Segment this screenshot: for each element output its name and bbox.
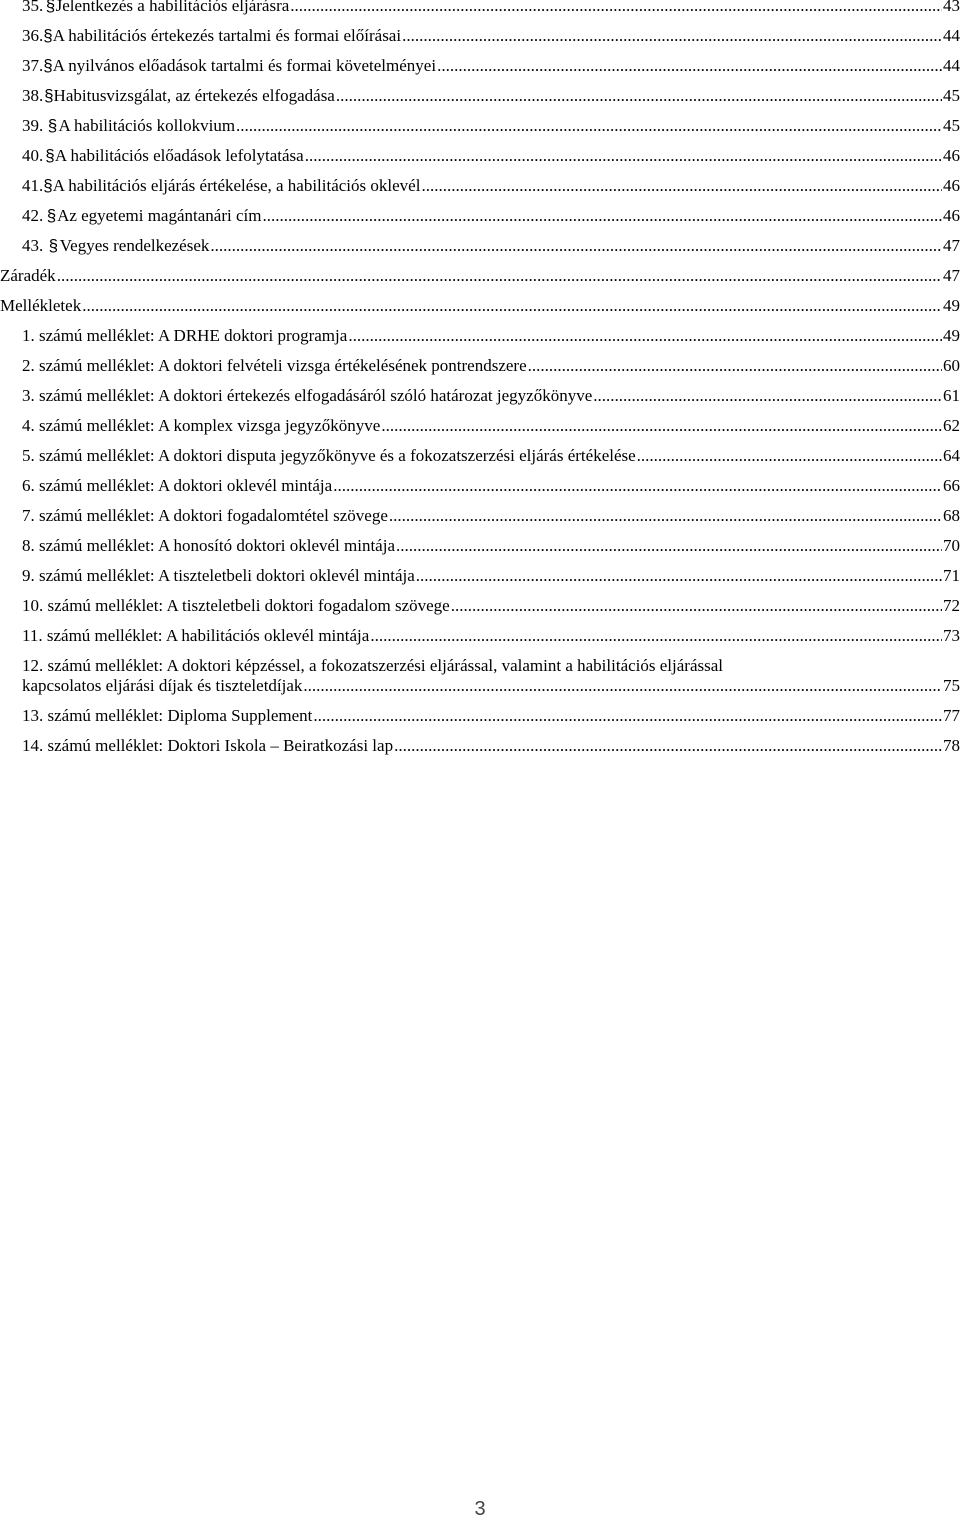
toc-page-number: 46	[942, 206, 960, 225]
toc-entry-number: 43.	[22, 236, 44, 255]
section-sign-icon: §	[43, 26, 53, 45]
toc-page-number: 78	[943, 736, 960, 755]
toc-leader-dots	[451, 596, 942, 616]
toc-entry[interactable]	[0, 296, 960, 316]
toc-page-number: 77	[943, 706, 960, 725]
toc-page-number: 73	[943, 626, 960, 645]
toc-page-number: 44	[943, 56, 960, 75]
toc-entry[interactable]	[0, 326, 960, 346]
toc-leader-dots	[348, 326, 942, 346]
toc-entry-title: Mellékletek	[0, 296, 82, 315]
toc-entry[interactable]	[0, 56, 960, 76]
toc-entry[interactable]	[0, 116, 960, 136]
toc-entry[interactable]	[0, 536, 960, 556]
toc-leader-dots	[421, 176, 942, 196]
toc-entry[interactable]	[0, 356, 960, 376]
toc-entry[interactable]	[0, 626, 960, 646]
toc-entry[interactable]	[0, 446, 960, 466]
toc-entry-number: 41.	[22, 176, 44, 195]
toc-entry[interactable]	[0, 506, 960, 526]
toc-entry-number: 40.	[22, 146, 44, 165]
toc-leader-dots	[528, 356, 942, 376]
toc-entry-number: 39.	[22, 116, 44, 135]
section-sign-icon: §	[48, 236, 59, 255]
toc-entry-title: 9. számú melléklet: A tiszteletbeli doktori oklevél mintája	[22, 566, 415, 585]
toc-page-number: 49	[943, 296, 960, 315]
toc-leader-dots	[394, 736, 942, 756]
toc-entry-title-continued: kapcsolatos eljárási díjak és tiszteletdíjak	[22, 676, 303, 695]
toc-leader-dots	[437, 56, 942, 76]
toc-entry-number: 36.	[22, 26, 44, 45]
toc-leader-dots	[389, 506, 942, 526]
toc-page-number: 72	[943, 596, 960, 615]
toc-entry-title: A nyilvános előadások tartalmi és formai követelményei	[52, 56, 437, 75]
toc-leader-dots	[370, 626, 942, 646]
toc-page-number: 44	[943, 26, 960, 45]
toc-page-number: 49	[943, 326, 960, 345]
toc-entry-title: 6. számú melléklet: A doktori oklevél mintája	[22, 476, 333, 495]
toc-entry-number: 37.	[22, 56, 44, 75]
toc-leader-dots	[396, 536, 942, 556]
toc-leader-dots	[637, 446, 942, 466]
toc-leader-dots	[290, 0, 942, 16]
toc-leader-dots	[303, 676, 942, 696]
toc-leader-dots	[593, 386, 942, 406]
toc-entry[interactable]	[0, 206, 960, 226]
toc-page-number: 64	[943, 446, 960, 465]
toc-page-number: 71	[943, 566, 960, 585]
toc-entry-title: Habitusvizsgálat, az értekezés elfogadása	[53, 86, 335, 105]
toc-entry[interactable]	[0, 386, 960, 406]
toc-entry-number: 38.	[22, 86, 44, 105]
toc-page-number: 68	[943, 506, 960, 525]
toc-entry-title: 4. számú melléklet: A komplex vizsga jegyzőkönyve	[22, 416, 381, 435]
section-sign-icon: §	[44, 86, 54, 105]
toc-entry[interactable]	[0, 26, 960, 46]
toc-page-number: 61	[943, 386, 960, 405]
toc-page-number: 47	[943, 266, 960, 285]
toc-leader-dots	[313, 706, 942, 726]
toc-entry[interactable]	[0, 0, 960, 16]
toc-leader-dots	[402, 26, 942, 46]
toc-leader-dots	[305, 146, 942, 166]
section-sign-icon: §	[45, 146, 55, 165]
toc-entry-title: 12. számú melléklet: A doktori képzéssel, a fokozatszerzési eljárással, valamint a habilitációs eljárással	[22, 656, 724, 675]
toc-entry[interactable]	[0, 656, 960, 696]
toc-page-number: 60	[943, 356, 960, 375]
toc-page-number: 66	[943, 476, 960, 495]
toc-entry-title: A habilitációs értekezés tartalmi és formai előírásai	[52, 26, 402, 45]
toc-page-number: 43	[943, 0, 960, 15]
toc-entry-title: 1. számú melléklet: A DRHE doktori programja	[22, 326, 348, 345]
toc-entry-title: 10. számú melléklet: A tiszteletbeli doktori fogadalom szövege	[22, 596, 450, 615]
toc-entry-title: 11. számú melléklet: A habilitációs oklevél mintája	[22, 626, 370, 645]
toc-entry[interactable]	[0, 736, 960, 756]
section-sign-icon: §	[46, 206, 57, 225]
toc-leader-dots	[210, 236, 942, 256]
section-sign-icon: §	[43, 176, 53, 195]
toc-entry-number: 42.	[22, 206, 44, 225]
toc-entry[interactable]	[0, 146, 960, 166]
toc-entry-title: 8. számú melléklet: A honosító doktori oklevél mintája	[22, 536, 395, 555]
toc-entry[interactable]	[0, 566, 960, 586]
toc-leader-dots	[262, 206, 942, 226]
toc-entry-title: Vegyes rendelkezések	[59, 236, 210, 255]
toc-entry-title: 5. számú melléklet: A doktori disputa jegyzőkönyve és a fokozatszerzési eljárás értékelése	[22, 446, 636, 465]
toc-leader-dots	[333, 476, 942, 496]
toc-entry-title: 7. számú melléklet: A doktori fogadalomtétel szövege	[22, 506, 388, 525]
toc-leader-dots	[82, 296, 942, 316]
toc-page-number: 47	[943, 236, 960, 255]
toc-entry-number: 35.	[22, 0, 44, 15]
toc-entry-title: Záradék	[0, 266, 56, 285]
toc-leader-dots	[236, 116, 942, 136]
toc-entry[interactable]	[0, 266, 960, 286]
page-number: 3	[474, 1498, 486, 1520]
toc-entry-title: 3. számú melléklet: A doktori értekezés elfogadásáról szóló határozat jegyzőkönyve	[22, 386, 593, 405]
toc-entry-title: A habilitációs előadások lefolytatása	[54, 146, 304, 165]
toc-page-number: 46	[943, 146, 960, 165]
toc-page-number: 75	[943, 676, 960, 695]
toc-page-number: 46	[943, 176, 960, 195]
toc-entry-title: Jelentkezés a habilitációs eljárásra	[55, 0, 290, 15]
section-sign-icon: §	[47, 116, 58, 135]
toc-entry[interactable]	[0, 706, 960, 726]
toc-page-number: 62	[943, 416, 960, 435]
toc-page-number: 45	[943, 116, 960, 135]
toc-page-number: 45	[943, 86, 960, 105]
toc-entry-title: A habilitációs kollokvium	[58, 116, 236, 135]
toc-leader-dots	[57, 266, 942, 286]
toc-leader-dots	[381, 416, 942, 436]
toc-entry[interactable]	[0, 176, 960, 196]
toc-entry-title: 2. számú melléklet: A doktori felvételi vizsga értékelésének pontrendszere	[22, 356, 527, 375]
toc-entry[interactable]	[0, 236, 960, 256]
toc-entry[interactable]	[0, 476, 960, 496]
toc-page-number: 70	[943, 536, 960, 555]
toc-entry-title: 13. számú melléklet: Diploma Supplement	[22, 706, 313, 725]
toc-entry[interactable]	[0, 596, 960, 616]
toc-leader-dots	[336, 86, 942, 106]
toc-entry-title: A habilitációs eljárás értékelése, a habilitációs oklevél	[52, 176, 421, 195]
toc-entry-title: 14. számú melléklet: Doktori Iskola – Beiratkozási lap	[22, 736, 394, 755]
section-sign-icon: §	[43, 56, 53, 75]
toc-entry[interactable]	[0, 86, 960, 106]
toc-entry[interactable]	[0, 416, 960, 436]
section-sign-icon: §	[45, 0, 56, 15]
toc-leader-dots	[416, 566, 942, 586]
toc-entry-title: Az egyetemi magántanári cím	[57, 206, 262, 225]
